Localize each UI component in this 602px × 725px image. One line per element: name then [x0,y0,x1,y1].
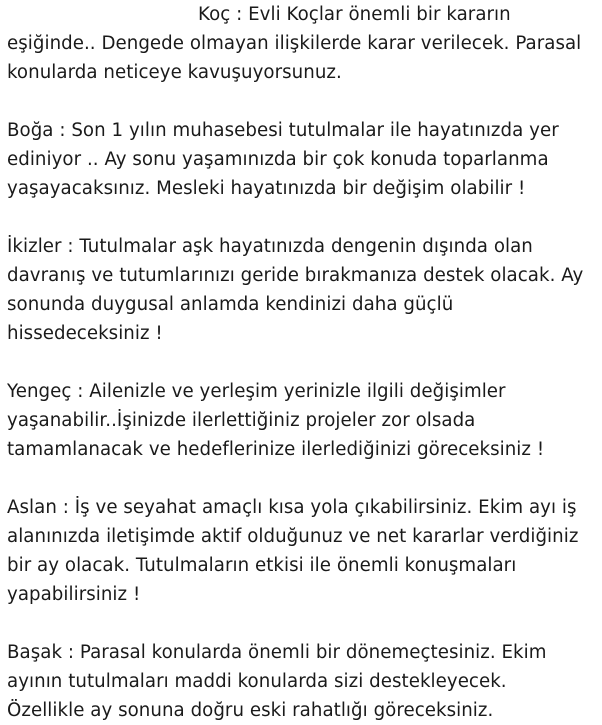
text-line: İkizler : Tutulmalar aşk hayatınızda dengenin dışında olan [7,236,533,257]
text-line: Koç : Evli Koçlar önemli bir kararın [198,4,511,25]
text-line: yapabilirsiniz ! [7,584,141,605]
paragraph-gap [7,609,601,638]
text-line: Boğa : Son 1 yılın muhasebesi tutulmalar ile hayatınızda yer [7,120,559,141]
text-line: yaşanabilir..İşinizde ilerlettiğiniz projeler zor olsada [7,410,476,431]
paragraph-ikizler [7,232,601,348]
text-line: Özellikle ay sonuna doğru eski rahatlığı göreceksiniz. [7,700,494,721]
paragraph-gap [7,464,601,493]
paragraph-gap [7,348,601,377]
paragraph-boga [7,116,601,203]
text-line: Başak : Parasal konularda önemli bir dönemeçtesiniz. Ekim [7,642,547,663]
paragraph-basak [7,638,601,725]
text-line: eşiğinde.. Dengede olmayan ilişkilerde karar verilecek. Parasal [7,33,582,54]
text-line: sonunda duygusal anlamda kendinizi daha güçlü [7,294,454,315]
text-line: bir ay olacak. Tutulmaların etkisi ile önemli konuşmaları [7,555,517,576]
text-line: Yengeç : Ailenizle ve yerleşim yerinizle ilgili değişimler [7,381,506,402]
text-line: tamamlanacak ve hedeflerinize ilerlediğinizi göreceksiniz ! [7,439,545,460]
text-line: yaşayacaksınız. Mesleki hayatınızda bir değişim olabilir ! [7,178,526,199]
paragraph-gap [7,203,601,232]
text-line: davranış ve tutumlarınızı geride bırakmanıza destek olacak. Ay [7,265,584,286]
paragraph-gap [7,87,601,116]
paragraph-aslan [7,493,601,609]
text-line: konularda neticeye kavuşuyorsunuz. [7,62,342,83]
text-line: ayının tutulmaları maddi konularda sizi destekleyecek. [7,671,507,692]
horoscope-document [7,0,601,725]
paragraph-koc [7,0,601,87]
text-line: Aslan : İş ve seyahat amaçlı kısa yola çıkabilirsiniz. Ekim ayı iş [7,497,577,518]
text-line: hissedeceksiniz ! [7,323,163,344]
text-line: alanınızda iletişimde aktif olduğunuz ve net kararlar verdiğiniz [7,526,579,547]
text-line: ediniyor .. Ay sonu yaşamınızda bir çok konuda toparlanma [7,149,549,170]
paragraph-yengec [7,377,601,464]
